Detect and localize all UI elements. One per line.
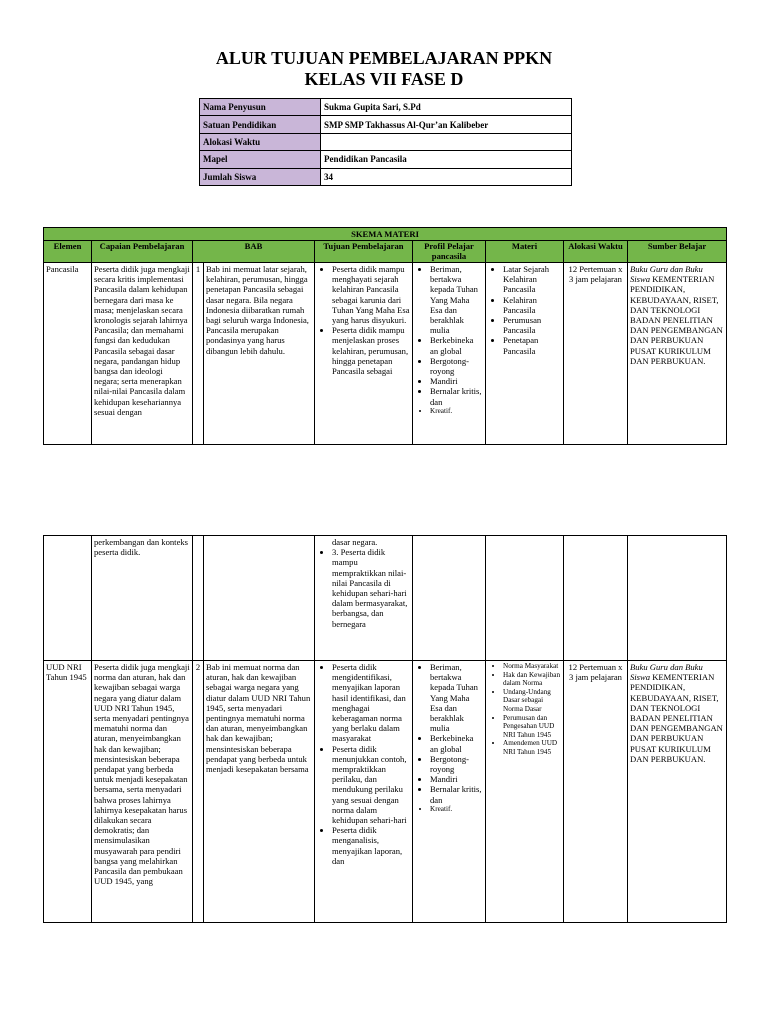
alokasi-cell (564, 536, 628, 661)
title-line-1: ALUR TUJUAN PEMBELAJARAN PPKN (215, 48, 553, 68)
tujuan-list (317, 264, 410, 376)
list-item: • Peserta didik mengidentifikasi, menyajikan laporan hasil identifikasi, dan menghagai keberagaman norma yang berlaku dalam masyarakat (332, 662, 410, 744)
info-row (200, 151, 572, 168)
tujuan-list (317, 547, 410, 629)
tujuan-cell (315, 536, 413, 661)
list-item: • Kelahiran Pancasila (503, 295, 561, 315)
capaian-cell: Peserta didik juga mengkaji norma dan aturan, hak dan kewajiban sebagai warga negara yang diatur dalam UUD NRI Tahun 1945, serta menyadari pentingnya mematuhi norma dan aturan, menyeimbangkan hak dan kewajiban; mensintesiskan beberapa pendapat yang berbeda untuk menjadi kesepakatan bersama, serta menyadari bahwa proses lahirnya lahirnya kesepakatan harus dilakukan secara demokratis; dan mensimulasikan musyawarah para pendiri bangsa yang melahirkan Pancasila dan pembukaan UUD 1945, yang (92, 661, 193, 923)
list-item: • Bernalar kritis, dan (430, 784, 483, 804)
capaian-cell: perkembangan dan konteks peserta didik. (92, 536, 193, 661)
list-item: • Bergotong-royong (430, 356, 483, 376)
list-item: • 3. Peserta didik mampu mempraktikkan nilai-nilai Pancasila di kehidupan sehari-hari dalam bermasyarakat, berbangsa, dan bernegara (332, 547, 410, 629)
column-header: Capaian Pembelajaran (92, 241, 193, 263)
list-item: • Amendemen UUD NRI Tahun 1945 (503, 739, 561, 756)
sumber-book: Buku Guru dan Buku Siswa (630, 662, 703, 683)
materi-list (488, 264, 561, 356)
profil-list (415, 264, 483, 415)
column-header: BAB (193, 241, 315, 263)
info-row (200, 133, 572, 150)
bab-number-cell: 1 (193, 263, 204, 445)
tujuan-list (317, 662, 410, 866)
info-row (200, 116, 572, 133)
list-item: • Norma Masyarakat (503, 662, 561, 671)
sumber-cell (628, 536, 727, 661)
title-line-2: KELAS VII FASE D (304, 69, 464, 89)
bab-number-cell (193, 536, 204, 661)
list-item: • Beriman, bertakwa kepada Tuhan Yang Maha Esa dan berakhlak mulia (430, 264, 483, 335)
list-item: • Beriman, bertakwa kepada Tuhan Yang Maha Esa dan berakhlak mulia (430, 662, 483, 733)
info-label: Mapel (200, 151, 321, 168)
list-item: • Undang-Undang Dasar sebagai Norma Dasar (503, 688, 561, 714)
bab-cell: Bab ini memuat latar sejarah, kelahiran, perumusan, hingga penetapan Pancasila sebagai dasar negara. Bila negara Indonesia diibaratkan rumah bagi seluruh warga Indonesia, Pancasila merupakan pondasinya yang harus dibangun lebih dahulu. (204, 263, 315, 445)
info-label: Nama Penyusun (200, 99, 321, 116)
info-value: 34 (321, 168, 572, 185)
info-row (200, 168, 572, 185)
alokasi-cell: 12 Pertemuan x 3 jam pelajaran (564, 661, 628, 923)
info-table (199, 98, 572, 186)
materi-cell (486, 536, 564, 661)
list-item: • Berkebineka an global (430, 335, 483, 355)
info-value: Sukma Gupita Sari, S.Pd (321, 99, 572, 116)
list-item: • Perumusan dan Pengesahan UUD NRI Tahun 1945 (503, 714, 561, 740)
list-item: • Bernalar kritis, dan (430, 386, 483, 406)
list-item: • Kreatif. (430, 805, 483, 814)
info-label: Jumlah Siswa (200, 168, 321, 185)
alokasi-cell: 12 Pertemuan x 3 jam pelajaran (564, 263, 628, 445)
list-item: • Penetapan Pancasila (503, 335, 561, 355)
skema-materi-table-continued (43, 535, 727, 923)
list-item: • Mandiri (430, 774, 483, 784)
tujuan-cell (315, 661, 413, 923)
document-title (0, 48, 768, 90)
sumber-publisher: KEMENTERIAN PENDIDIKAN, KEBUDAYAAN, RISET, DAN TEKNOLOGI BADAN PENELITIAN DAN PENGEMBANGAN DAN PERBUKUAN PUSAT KURIKULUM DAN PERBUKUAN. (630, 274, 723, 366)
table-row (44, 263, 727, 445)
sumber-book: Buku Guru dan Buku Siswa (630, 264, 703, 285)
elemen-cell: UUD NRI Tahun 1945 (44, 661, 92, 923)
info-row (200, 99, 572, 116)
materi-cell (486, 263, 564, 445)
skema-materi-table (43, 227, 727, 445)
bab-number-cell: 2 (193, 661, 204, 923)
list-item: • Kreatif. (430, 407, 483, 416)
sumber-cell (628, 263, 727, 445)
column-header: Tujuan Pembelajaran (315, 241, 413, 263)
list-item: • Peserta didik menunjukkan contoh, mempraktikkan perilaku, dan mendukung perilaku yang sesuai dengan norma dalam kehidupan sehari-hari (332, 744, 410, 826)
list-item: • Peserta didik menganalisis, menyajikan laporan, dan (332, 825, 410, 866)
column-header: Alokasi Waktu (564, 241, 628, 263)
elemen-cell: Pancasila (44, 263, 92, 445)
column-header: Profil Pelajar pancasila (413, 241, 486, 263)
skema-header: SKEMA MATERI (44, 228, 727, 241)
column-header: Sumber Belajar (628, 241, 727, 263)
info-label: Alokasi Waktu (200, 133, 321, 150)
bab-cell: Bab ini memuat norma dan aturan, hak dan kewajiban sebagai warga negara yang diatur dalam UUD NRI Tahun 1945, serta menyadari pentingnya mematuhi norma dan aturan, menyeimbangkan hak dan kewajiban; mensintesiskan beberapa pendapat yang berbeda untuk menjadi kesepakatan bersama (204, 661, 315, 923)
materi-list (488, 662, 561, 757)
table-row (44, 536, 727, 661)
bab-cell (204, 536, 315, 661)
tujuan-continued: dasar negara. (332, 537, 378, 547)
table-header-row (44, 241, 727, 263)
info-value: Pendidikan Pancasila (321, 151, 572, 168)
list-item: • Perumusan Pancasila (503, 315, 561, 335)
list-item: • Peserta didik mampu menjelaskan proses kelahiran, perumusan, hingga penetapan Pancasila sebagai (332, 325, 410, 376)
table-header-row (44, 228, 727, 241)
profil-cell (413, 263, 486, 445)
profil-list (415, 662, 483, 813)
column-header: Elemen (44, 241, 92, 263)
list-item: • Peserta didik mampu menghayati sejarah kelahiran Pancasila sebagai karunia dari Tuhan Yang Maha Esa yang harus disyukuri. (332, 264, 410, 325)
list-item: • Mandiri (430, 376, 483, 386)
list-item: • Bergotong-royong (430, 754, 483, 774)
sumber-publisher: KEMENTERIAN PENDIDIKAN, KEBUDAYAAN, RISET, DAN TEKNOLOGI BADAN PENELITIAN DAN PENGEMBANGAN DAN PERBUKUAN PUSAT KURIKULUM DAN PERBUKUAN. (630, 672, 723, 764)
sumber-cell (628, 661, 727, 923)
info-value: SMP SMP Takhassus Al-Qur’an Kalibeber (321, 116, 572, 133)
list-item: • Latar Sejarah Kelahiran Pancasila (503, 264, 561, 295)
column-header: Materi (486, 241, 564, 263)
capaian-cell: Peserta didik juga mengkaji secara kritis implementasi Pancasila dalam kehidupan bernegara dari masa ke masa; menjelaskan secara kronologis sejarah lahirnya Pancasila; dan memahami fungsi dan kedudukan Pancasila sebagai dasar negara, pandangan hidup bangsa dan ideologi negara; serta menerapkan nilai-nilai Pancasila dalam kehidupan kesehariannya sesuai dengan (92, 263, 193, 445)
info-value (321, 133, 572, 150)
materi-cell (486, 661, 564, 923)
profil-cell (413, 661, 486, 923)
tujuan-cell (315, 263, 413, 445)
table-row (44, 661, 727, 923)
list-item: • Berkebineka an global (430, 733, 483, 753)
list-item: • Hak dan Kewajiban dalam Norma (503, 671, 561, 688)
info-label: Satuan Pendidikan (200, 116, 321, 133)
profil-cell (413, 536, 486, 661)
elemen-cell (44, 536, 92, 661)
